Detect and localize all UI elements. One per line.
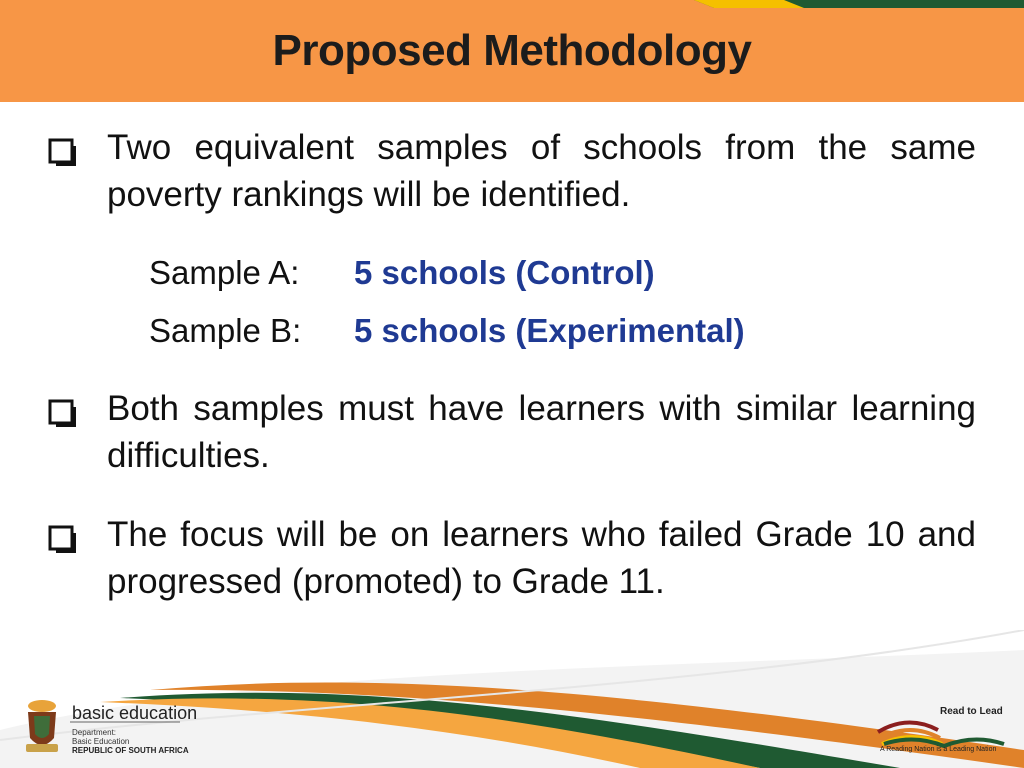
campaign-tagline: A Reading Nation is a Leading Nation: [880, 746, 997, 753]
sample-label: Sample B:: [149, 312, 302, 349]
department-subtitle: [72, 728, 129, 746]
department-country: REPUBLIC OF SOUTH AFRICA: [72, 746, 189, 755]
campaign-title: Read to Lead: [940, 706, 1003, 717]
bullet-text: Both samples must have learners with similar learning difficulties.: [107, 389, 976, 475]
sample-row: [149, 311, 745, 351]
sample-value: 5 schools (Experimental): [354, 312, 745, 349]
sample-row: [149, 253, 655, 293]
bullet-text: The focus will be on learners who failed Grade 10 and progressed (promoted) to Grade 11.: [107, 515, 976, 601]
bullet-item: [48, 511, 976, 605]
header-corner-stripes: [694, 0, 1024, 8]
bullet-item: [48, 124, 976, 218]
sample-value: 5 schools (Control): [354, 254, 655, 291]
department-line: Department:: [72, 728, 117, 737]
bullet-item: [48, 385, 976, 479]
department-line: Basic Education: [72, 737, 130, 746]
checkbox-bullet-icon: [48, 138, 78, 168]
checkbox-bullet-icon: [48, 399, 78, 429]
page-title: Proposed Methodology: [272, 26, 752, 75]
department-name: basic education: [72, 703, 198, 723]
sample-label: Sample A:: [149, 254, 300, 291]
checkbox-bullet-icon: [48, 525, 78, 555]
bullet-text: Two equivalent samples of schools from the same poverty rankings will be identified.: [107, 128, 976, 214]
